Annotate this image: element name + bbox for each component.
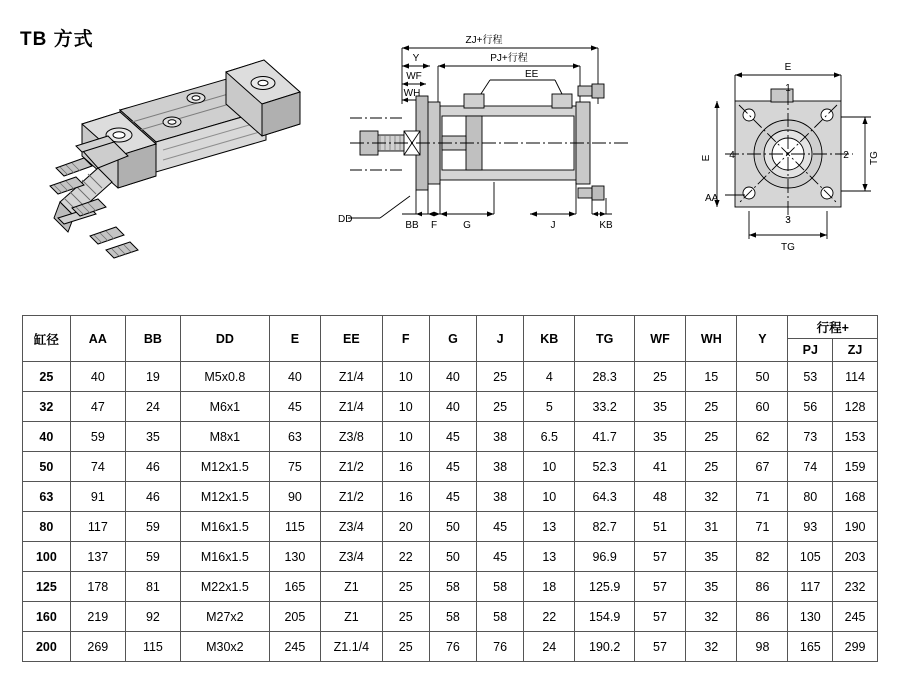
cell-dia: 160 — [23, 602, 71, 632]
cell-bb: 19 — [125, 362, 180, 392]
cell-g: 58 — [429, 572, 476, 602]
cell-aa: 47 — [70, 392, 125, 422]
cell-dd: M30x2 — [180, 632, 269, 662]
cell-wh: 35 — [686, 542, 737, 572]
cell-kb: 6.5 — [524, 422, 575, 452]
isometric-cylinder-drawing — [20, 50, 320, 265]
cell-g: 40 — [429, 362, 476, 392]
th-ee: EE — [321, 316, 383, 362]
label-j: J — [550, 220, 556, 231]
cell-zj: 245 — [833, 602, 878, 632]
cell-zj: 159 — [833, 452, 878, 482]
cell-j: 38 — [477, 482, 524, 512]
cell-kb: 24 — [524, 632, 575, 662]
cell-bb: 46 — [125, 452, 180, 482]
cell-y: 82 — [737, 542, 788, 572]
cell-g: 50 — [429, 542, 476, 572]
cell-tg: 190.2 — [575, 632, 634, 662]
cell-g: 45 — [429, 452, 476, 482]
cell-dia: 200 — [23, 632, 71, 662]
cell-j: 38 — [477, 452, 524, 482]
cell-e: 115 — [269, 512, 320, 542]
cell-pj: 53 — [788, 362, 833, 392]
cell-zj: 190 — [833, 512, 878, 542]
cell-pj: 74 — [788, 452, 833, 482]
cell-g: 45 — [429, 482, 476, 512]
cell-aa: 178 — [70, 572, 125, 602]
cell-tg: 125.9 — [575, 572, 634, 602]
table-row — [23, 572, 878, 602]
cell-dd: M8x1 — [180, 422, 269, 452]
cell-aa: 219 — [70, 602, 125, 632]
cell-f: 25 — [382, 632, 429, 662]
cell-dd: M12x1.5 — [180, 482, 269, 512]
cell-wf: 57 — [634, 572, 685, 602]
cell-y: 71 — [737, 512, 788, 542]
cell-y: 67 — [737, 452, 788, 482]
cell-j: 58 — [477, 602, 524, 632]
cell-tg: 154.9 — [575, 602, 634, 632]
cell-dd: M16x1.5 — [180, 542, 269, 572]
cell-g: 50 — [429, 512, 476, 542]
cell-wh: 32 — [686, 602, 737, 632]
cell-e: 130 — [269, 542, 320, 572]
cell-j: 45 — [477, 542, 524, 572]
cell-bb: 59 — [125, 512, 180, 542]
cell-e: 90 — [269, 482, 320, 512]
cell-e: 165 — [269, 572, 320, 602]
cell-dd: M6x1 — [180, 392, 269, 422]
cell-ee: Z3/4 — [321, 512, 383, 542]
cell-wf: 57 — [634, 542, 685, 572]
label-wh: WH — [403, 88, 421, 99]
label-e-top: E — [784, 62, 792, 73]
table-row — [23, 632, 878, 662]
cell-f: 25 — [382, 572, 429, 602]
cell-wf: 41 — [634, 452, 685, 482]
cell-ee: Z3/4 — [321, 542, 383, 572]
th-e: E — [269, 316, 320, 362]
label-f: F — [430, 220, 438, 231]
cell-wh: 15 — [686, 362, 737, 392]
cell-zj: 299 — [833, 632, 878, 662]
cell-kb: 18 — [524, 572, 575, 602]
cell-zj: 128 — [833, 392, 878, 422]
cell-f: 10 — [382, 392, 429, 422]
table-row — [23, 482, 878, 512]
cell-pj: 117 — [788, 572, 833, 602]
cell-aa: 91 — [70, 482, 125, 512]
label-ee: EE — [525, 69, 539, 80]
cell-j: 76 — [477, 632, 524, 662]
cell-pj: 130 — [788, 602, 833, 632]
cell-j: 25 — [477, 392, 524, 422]
cell-bb: 24 — [125, 392, 180, 422]
cell-g: 40 — [429, 392, 476, 422]
label-position-3: 3 — [785, 215, 791, 226]
th-kb: KB — [524, 316, 575, 362]
cell-aa: 117 — [70, 512, 125, 542]
cell-tg: 96.9 — [575, 542, 634, 572]
th-g: G — [429, 316, 476, 362]
cell-dia: 100 — [23, 542, 71, 572]
cell-bb: 35 — [125, 422, 180, 452]
cell-wf: 35 — [634, 422, 685, 452]
cell-g: 45 — [429, 422, 476, 452]
cell-f: 20 — [382, 512, 429, 542]
cell-g: 58 — [429, 602, 476, 632]
cell-y: 71 — [737, 482, 788, 512]
spec-table — [22, 315, 878, 662]
cell-j: 58 — [477, 572, 524, 602]
cell-wf: 51 — [634, 512, 685, 542]
cell-ee: Z1 — [321, 602, 383, 632]
cell-zj: 232 — [833, 572, 878, 602]
cell-ee: Z3/8 — [321, 422, 383, 452]
th-y: Y — [737, 316, 788, 362]
cell-tg: 64.3 — [575, 482, 634, 512]
cell-kb: 10 — [524, 452, 575, 482]
cell-kb: 10 — [524, 482, 575, 512]
th-f: F — [382, 316, 429, 362]
cell-e: 205 — [269, 602, 320, 632]
side-section-drawing — [330, 18, 690, 268]
cell-wf: 35 — [634, 392, 685, 422]
cell-bb: 92 — [125, 602, 180, 632]
cell-dia: 25 — [23, 362, 71, 392]
label-dd: DD — [338, 214, 353, 225]
cell-tg: 52.3 — [575, 452, 634, 482]
cell-dia: 80 — [23, 512, 71, 542]
cell-dia: 63 — [23, 482, 71, 512]
cell-pj: 105 — [788, 542, 833, 572]
table-row — [23, 392, 878, 422]
th-wh: WH — [686, 316, 737, 362]
cell-e: 40 — [269, 362, 320, 392]
table-body — [23, 362, 878, 662]
label-tg-right: TG — [869, 151, 880, 165]
th-zj: ZJ — [833, 339, 878, 362]
cell-pj: 165 — [788, 632, 833, 662]
cell-j: 45 — [477, 512, 524, 542]
cell-ee: Z1/4 — [321, 362, 383, 392]
table-header-row-1 — [23, 316, 878, 339]
table-row — [23, 452, 878, 482]
table-row — [23, 602, 878, 632]
cell-wf: 25 — [634, 362, 685, 392]
cell-ee: Z1/2 — [321, 452, 383, 482]
cell-bb: 59 — [125, 542, 180, 572]
cell-wh: 25 — [686, 422, 737, 452]
cell-e: 63 — [269, 422, 320, 452]
cell-ee: Z1.1/4 — [321, 632, 383, 662]
cell-dd: M5x0.8 — [180, 362, 269, 392]
cell-f: 22 — [382, 542, 429, 572]
cell-f: 10 — [382, 362, 429, 392]
cell-e: 245 — [269, 632, 320, 662]
cell-f: 25 — [382, 602, 429, 632]
cell-kb: 4 — [524, 362, 575, 392]
cell-pj: 56 — [788, 392, 833, 422]
cell-aa: 137 — [70, 542, 125, 572]
cell-pj: 73 — [788, 422, 833, 452]
cell-dd: M22x1.5 — [180, 572, 269, 602]
cell-g: 76 — [429, 632, 476, 662]
page-title: TB 方式 — [20, 29, 94, 50]
cell-dia: 50 — [23, 452, 71, 482]
cell-kb: 22 — [524, 602, 575, 632]
cell-e: 45 — [269, 392, 320, 422]
cell-j: 25 — [477, 362, 524, 392]
cell-aa: 59 — [70, 422, 125, 452]
cell-y: 62 — [737, 422, 788, 452]
label-aa: AA — [705, 193, 719, 204]
cell-bb: 115 — [125, 632, 180, 662]
cell-wh: 25 — [686, 392, 737, 422]
th-tg: TG — [575, 316, 634, 362]
label-wf: WF — [406, 71, 422, 82]
label-position-4: 4 — [729, 150, 735, 161]
cell-wh: 35 — [686, 572, 737, 602]
cell-aa: 74 — [70, 452, 125, 482]
label-kb: KB — [599, 220, 613, 231]
label-e-left: E — [701, 154, 712, 162]
cell-zj: 168 — [833, 482, 878, 512]
cell-wh: 25 — [686, 452, 737, 482]
cell-pj: 93 — [788, 512, 833, 542]
th-dd: DD — [180, 316, 269, 362]
spec-table-container — [22, 315, 878, 662]
cell-tg: 82.7 — [575, 512, 634, 542]
cell-zj: 203 — [833, 542, 878, 572]
cell-aa: 269 — [70, 632, 125, 662]
cell-ee: Z1/2 — [321, 482, 383, 512]
table-row — [23, 542, 878, 572]
cell-aa: 40 — [70, 362, 125, 392]
cell-j: 38 — [477, 422, 524, 452]
cell-pj: 80 — [788, 482, 833, 512]
cell-kb: 5 — [524, 392, 575, 422]
cell-ee: Z1 — [321, 572, 383, 602]
cell-dd: M12x1.5 — [180, 452, 269, 482]
cell-wh: 32 — [686, 482, 737, 512]
cell-wf: 48 — [634, 482, 685, 512]
cell-e: 75 — [269, 452, 320, 482]
label-position-2: 2 — [843, 150, 849, 161]
th-diameter: 缸径 — [23, 316, 71, 362]
label-pj-stroke: PJ+行程 — [490, 53, 528, 64]
label-tg-bottom: TG — [781, 242, 795, 253]
cell-bb: 46 — [125, 482, 180, 512]
cell-wf: 57 — [634, 632, 685, 662]
cell-dia: 32 — [23, 392, 71, 422]
cell-y: 50 — [737, 362, 788, 392]
cell-dia: 125 — [23, 572, 71, 602]
cell-y: 86 — [737, 602, 788, 632]
cell-bb: 81 — [125, 572, 180, 602]
label-zj-stroke: ZJ+行程 — [465, 35, 503, 46]
cell-kb: 13 — [524, 512, 575, 542]
cell-f: 10 — [382, 422, 429, 452]
th-wf: WF — [634, 316, 685, 362]
cell-dd: M27x2 — [180, 602, 269, 632]
cell-tg: 33.2 — [575, 392, 634, 422]
cell-tg: 28.3 — [575, 362, 634, 392]
cell-f: 16 — [382, 482, 429, 512]
th-pj: PJ — [788, 339, 833, 362]
cell-zj: 153 — [833, 422, 878, 452]
th-j: J — [477, 316, 524, 362]
cell-wh: 31 — [686, 512, 737, 542]
cell-dia: 40 — [23, 422, 71, 452]
th-bb: BB — [125, 316, 180, 362]
cell-dd: M16x1.5 — [180, 512, 269, 542]
table-row — [23, 512, 878, 542]
label-g: G — [463, 220, 471, 231]
label-bb: BB — [405, 220, 419, 231]
table-head — [23, 316, 878, 362]
cell-wf: 57 — [634, 602, 685, 632]
label-position-1: 1 — [785, 83, 791, 94]
front-face-drawing — [695, 45, 890, 265]
cell-y: 60 — [737, 392, 788, 422]
cell-kb: 13 — [524, 542, 575, 572]
th-aa: AA — [70, 316, 125, 362]
table-row — [23, 362, 878, 392]
th-stroke-group: 行程+ — [788, 316, 878, 339]
cell-f: 16 — [382, 452, 429, 482]
cell-y: 98 — [737, 632, 788, 662]
cell-y: 86 — [737, 572, 788, 602]
table-row — [23, 422, 878, 452]
cell-ee: Z1/4 — [321, 392, 383, 422]
label-y: Y — [412, 53, 420, 64]
cell-tg: 41.7 — [575, 422, 634, 452]
cell-zj: 114 — [833, 362, 878, 392]
cell-wh: 32 — [686, 632, 737, 662]
